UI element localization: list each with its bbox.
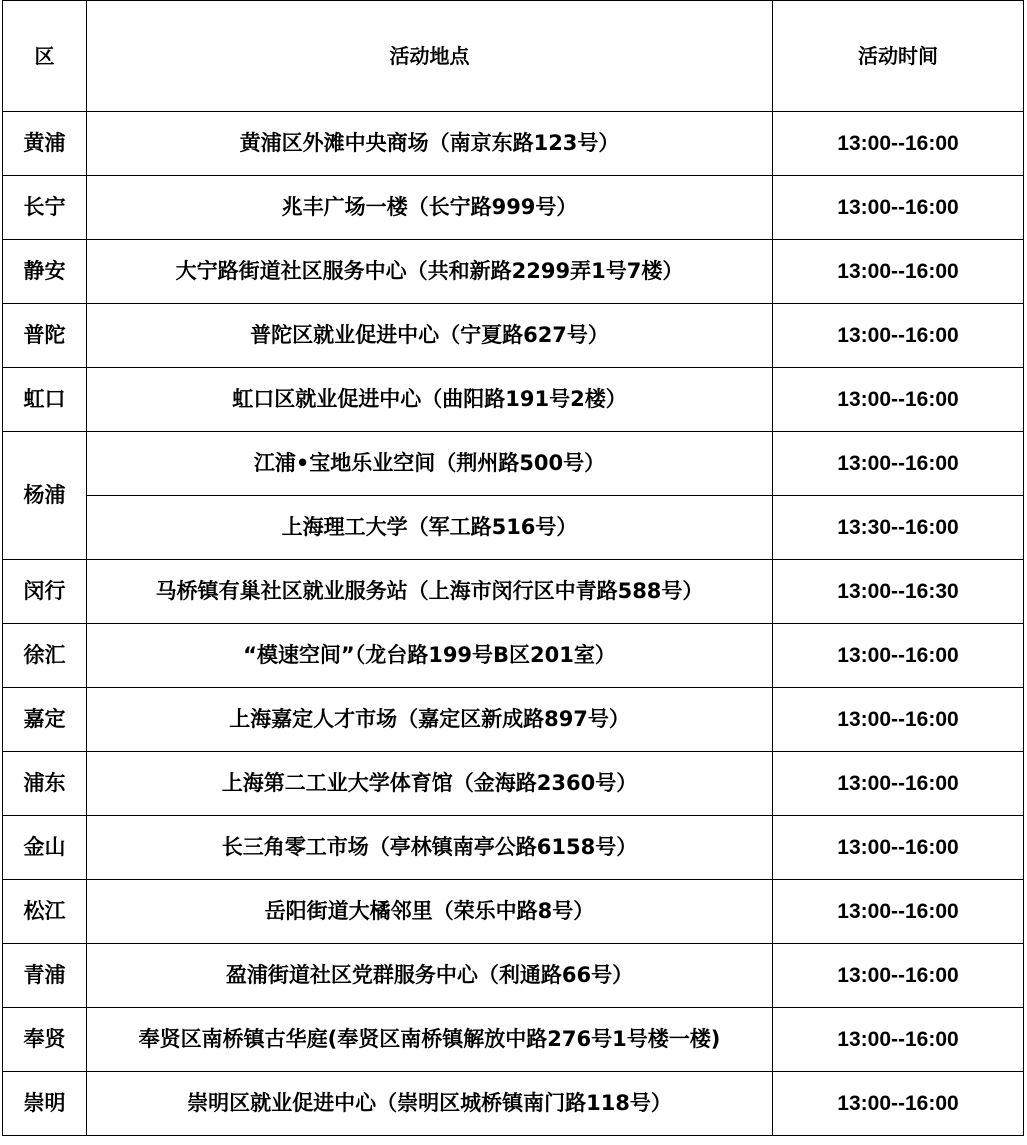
table-row: [3, 688, 1024, 752]
location-cell: 普陀区就业促进中心（宁夏路627号）: [87, 304, 773, 368]
district-cell: 闵行: [3, 560, 87, 624]
time-cell: 13:00--16:00: [773, 432, 1024, 496]
location-cell: 崇明区就业促进中心（崇明区城桥镇南门路118号）: [87, 1072, 773, 1136]
table-row: [3, 176, 1024, 240]
district-cell: 静安: [3, 240, 87, 304]
table-row: [3, 880, 1024, 944]
district-cell: 青浦: [3, 944, 87, 1008]
schedule-table: [2, 0, 1024, 1136]
time-cell: 13:00--16:00: [773, 1072, 1024, 1136]
time-cell: 13:30--16:00: [773, 496, 1024, 560]
location-cell: 上海嘉定人才市场（嘉定区新成路897号）: [87, 688, 773, 752]
time-cell: 13:00--16:00: [773, 880, 1024, 944]
location-cell: 上海理工大学（军工路516号）: [87, 496, 773, 560]
district-cell: 金山: [3, 816, 87, 880]
time-cell: 13:00--16:30: [773, 560, 1024, 624]
district-cell-merged: 杨浦: [3, 432, 87, 560]
table-row: [3, 496, 1024, 560]
time-cell: 13:00--16:00: [773, 688, 1024, 752]
table-row: [3, 1008, 1024, 1072]
location-cell: 奉贤区南桥镇古华庭(奉贤区南桥镇解放中路276号1号楼一楼): [87, 1008, 773, 1072]
table-row: [3, 240, 1024, 304]
table-row: [3, 304, 1024, 368]
table-row: [3, 816, 1024, 880]
header-location: 活动地点: [87, 1, 773, 112]
location-cell: 马桥镇有巢社区就业服务站（上海市闵行区中青路588号）: [87, 560, 773, 624]
location-cell: 岳阳街道大橘邻里（荣乐中路8号）: [87, 880, 773, 944]
time-cell: 13:00--16:00: [773, 368, 1024, 432]
time-cell: 13:00--16:00: [773, 624, 1024, 688]
district-cell: 徐汇: [3, 624, 87, 688]
table-row: [3, 560, 1024, 624]
location-cell: 盈浦街道社区党群服务中心（利通路66号）: [87, 944, 773, 1008]
district-cell: 普陀: [3, 304, 87, 368]
location-cell: 大宁路街道社区服务中心（共和新路2299弄1号7楼）: [87, 240, 773, 304]
header-time: 活动时间: [773, 1, 1024, 112]
time-cell: 13:00--16:00: [773, 752, 1024, 816]
time-cell: 13:00--16:00: [773, 176, 1024, 240]
time-cell: 13:00--16:00: [773, 1008, 1024, 1072]
district-cell: 黄浦: [3, 112, 87, 176]
time-cell: 13:00--16:00: [773, 816, 1024, 880]
table-row: [3, 112, 1024, 176]
location-cell: 黄浦区外滩中央商场（南京东路123号）: [87, 112, 773, 176]
table-row: [3, 368, 1024, 432]
location-cell: 长三角零工市场（亭林镇南亭公路6158号）: [87, 816, 773, 880]
district-cell: 崇明: [3, 1072, 87, 1136]
district-cell: 松江: [3, 880, 87, 944]
time-cell: 13:00--16:00: [773, 112, 1024, 176]
table-row: [3, 752, 1024, 816]
district-cell: 奉贤: [3, 1008, 87, 1072]
time-cell: 13:00--16:00: [773, 304, 1024, 368]
header-district: 区: [3, 1, 87, 112]
time-cell: 13:00--16:00: [773, 944, 1024, 1008]
district-cell: 嘉定: [3, 688, 87, 752]
location-cell: 兆丰广场一楼（长宁路999号）: [87, 176, 773, 240]
location-cell: 虹口区就业促进中心（曲阳路191号2楼）: [87, 368, 773, 432]
district-cell: 长宁: [3, 176, 87, 240]
location-cell: 上海第二工业大学体育馆（金海路2360号）: [87, 752, 773, 816]
district-cell: 浦东: [3, 752, 87, 816]
location-cell: 江浦•宝地乐业空间（荆州路500号）: [87, 432, 773, 496]
header-row: [3, 1, 1024, 112]
table-row: [3, 432, 1024, 496]
table-row: [3, 944, 1024, 1008]
table-row: [3, 624, 1024, 688]
table-row: [3, 1072, 1024, 1136]
time-cell: 13:00--16:00: [773, 240, 1024, 304]
location-cell: “模速空间”（龙台路199号B区201室）: [87, 624, 773, 688]
district-cell: 虹口: [3, 368, 87, 432]
